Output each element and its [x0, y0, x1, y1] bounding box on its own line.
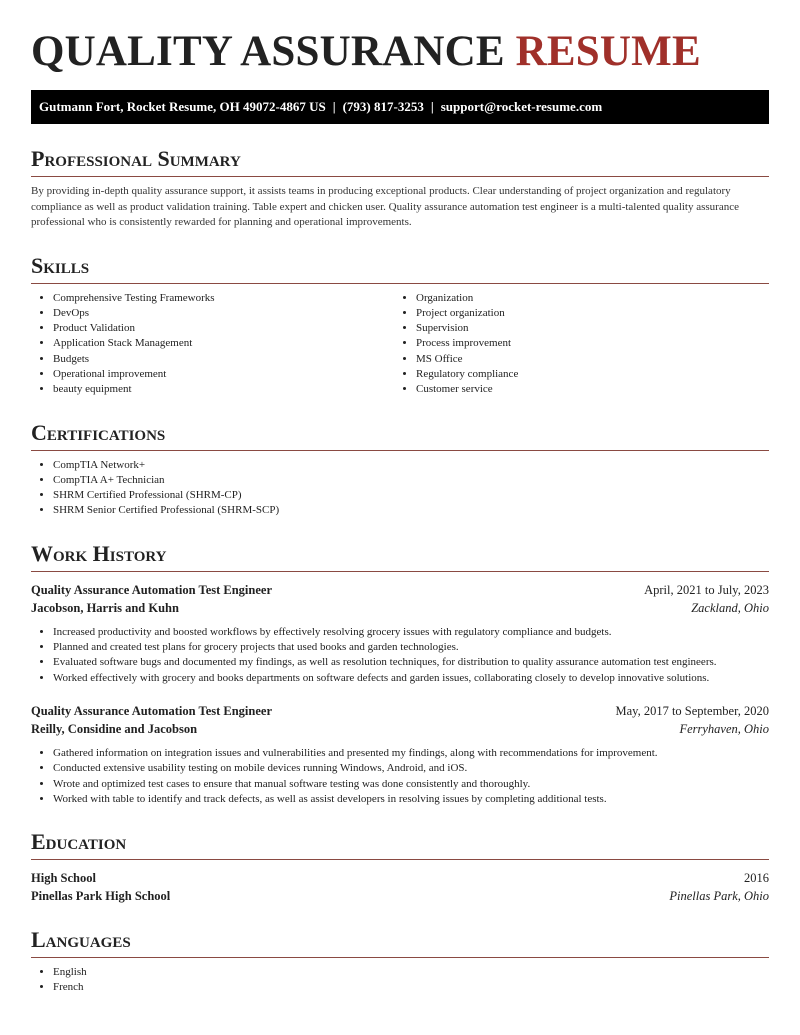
skill-item: • Budgets — [53, 352, 394, 367]
title-accent: RESUME — [515, 28, 701, 75]
job-bullet: • Worked effectively with grocery and books departments on software defects and garden issues, collaborating closely to develop innovative solutions. — [53, 671, 769, 686]
job-bullets — [31, 625, 769, 686]
skill-item: • Organization — [416, 291, 757, 306]
work-history-heading: Work History — [31, 541, 769, 572]
skill-item: • beauty equipment — [53, 382, 394, 397]
education-degree: High School — [31, 871, 96, 886]
education-subheader — [31, 887, 769, 905]
certification-item: • CompTIA Network+ — [53, 458, 769, 473]
skills-column-left — [31, 284, 394, 398]
education-school: Pinellas Park High School — [31, 889, 171, 904]
skill-item: • Operational improvement — [53, 367, 394, 382]
skill-item: • Application Stack Management — [53, 336, 394, 351]
education-location: Pinellas Park, Ohio — [669, 889, 769, 904]
job-header — [31, 702, 769, 720]
certifications-heading: Certifications — [31, 420, 769, 451]
certification-item: • SHRM Certified Professional (SHRM-CP) — [53, 488, 769, 503]
skills-list — [31, 284, 769, 398]
contact-separator: | — [332, 99, 336, 114]
job-header — [31, 581, 769, 599]
languages-list — [31, 965, 769, 996]
certification-item: • CompTIA A+ Technician — [53, 473, 769, 488]
skill-item: • Comprehensive Testing Frameworks — [53, 291, 394, 306]
job-location: Ferryhaven, Ohio — [679, 721, 769, 736]
title-main: QUALITY ASSURANCE — [31, 28, 505, 75]
language-item: • English — [53, 965, 769, 980]
job-title: Quality Assurance Automation Test Engineer — [31, 703, 272, 718]
skill-item: • Customer service — [416, 382, 757, 397]
education-heading: Education — [31, 829, 769, 860]
skill-item: • Product Validation — [53, 321, 394, 336]
contact-phone: (793) 817-3253 — [342, 99, 424, 114]
contact-bar — [31, 90, 769, 124]
contact-email: support@rocket-resume.com — [440, 99, 603, 114]
job-entry — [31, 581, 769, 686]
job-location: Zackland, Ohio — [691, 600, 769, 615]
languages-heading: Languages — [31, 927, 769, 958]
education-header — [31, 869, 769, 887]
job-company: Jacobson, Harris and Kuhn — [31, 600, 179, 615]
skill-item: • Regulatory compliance — [416, 367, 757, 382]
job-bullet: • Conducted extensive usability testing on mobile devices running Windows, Android, and iOS. — [53, 761, 769, 776]
skill-item: • Process improvement — [416, 336, 757, 351]
job-bullet: • Gathered information on integration issues and vulnerabilities and presented my findings, along with recommendations for improvement. — [53, 746, 769, 761]
job-bullet: • Evaluated software bugs and documented my findings, as well as resolution techniques, for distribution to quality assurance automation test engineers. — [53, 655, 769, 670]
job-bullet: • Planned and created test plans for grocery projects that used books and garden technologies. — [53, 640, 769, 655]
job-dates: April, 2021 to July, 2023 — [644, 582, 769, 597]
resume-title — [31, 26, 769, 78]
skill-item: • Supervision — [416, 321, 757, 336]
certifications-list — [31, 458, 769, 519]
job-subheader — [31, 720, 769, 738]
job-bullets — [31, 746, 769, 807]
skills-heading: Skills — [31, 253, 769, 284]
summary-text: By providing in-depth quality assurance support, it assists teams in producing exceptional products. Clear understanding of project organization and regulatory compliance as well as product validation training. Table expert and chicken user. Quality assurance automation test engineer is a multi-talented quality assurance professional who is consistently rewarded for planning and operational improvements. — [31, 185, 739, 228]
job-title: Quality Assurance Automation Test Engineer — [31, 582, 272, 597]
skill-item: • MS Office — [416, 352, 757, 367]
job-dates: May, 2017 to September, 2020 — [615, 703, 769, 718]
job-entry — [31, 702, 769, 807]
job-bullet: • Increased productivity and boosted workflows by effectively resolving grocery issues with regulatory compliance and budgets. — [53, 625, 769, 640]
education-year: 2016 — [744, 871, 769, 886]
certification-item: • SHRM Senior Certified Professional (SHRM-SCP) — [53, 503, 769, 518]
education-entry — [31, 869, 769, 905]
job-subheader — [31, 599, 769, 617]
contact-separator: | — [430, 99, 434, 114]
job-bullet: • Worked with table to identify and track defects, as well as assist developers in resolving issues by completing additional tests. — [53, 792, 769, 807]
language-item: • French — [53, 980, 769, 995]
skill-item: • Project organization — [416, 306, 757, 321]
skills-column-right — [394, 284, 757, 398]
job-bullet: • Wrote and optimized test cases to ensure that manual software testing was done consistently and thoroughly. — [53, 777, 769, 792]
contact-address: Gutmann Fort, Rocket Resume, OH 49072-4867 US — [39, 99, 326, 114]
summary-heading: Professional Summary — [31, 146, 769, 177]
skill-item: • DevOps — [53, 306, 394, 321]
job-company: Reilly, Considine and Jacobson — [31, 721, 198, 736]
